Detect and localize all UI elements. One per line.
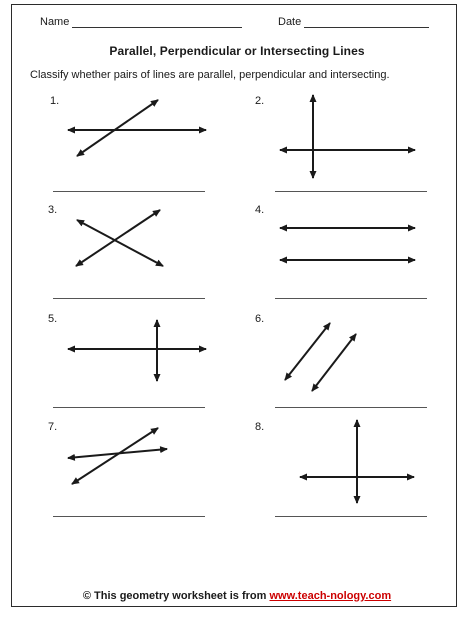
problem-number-3: 3. (48, 204, 58, 216)
footer-text: © This geometry worksheet is from (82, 590, 267, 602)
problem-number-1: 1. (50, 95, 60, 107)
date-label: Date (278, 16, 302, 28)
problem-number-2: 2. (255, 95, 265, 107)
footer-credit (0, 590, 474, 602)
problem-number-6: 6. (255, 313, 265, 325)
figure-3-intersecting-lines (76, 210, 163, 266)
figure-1-intersecting-lines (68, 100, 206, 156)
worksheet-title: Parallel, Perpendicular or Intersecting Lines (109, 44, 365, 58)
instructions: Classify whether pairs of lines are parallel, perpendicular and intersecting. (30, 69, 390, 81)
problem-number-7: 7. (48, 421, 58, 433)
figure-4-parallel-lines (280, 228, 415, 260)
figure-2-perpendicular-lines (280, 95, 415, 178)
problem-number-5: 5. (48, 313, 58, 325)
figure-5-perpendicular-lines (68, 320, 206, 381)
figure-8-perpendicular-lines (300, 420, 414, 503)
figure-6-parallel-lines (285, 323, 356, 391)
footer-link[interactable]: www.teach-nology.com (269, 590, 392, 602)
name-label: Name (40, 16, 70, 28)
problem-number-8: 8. (255, 421, 265, 433)
problem-number-4: 4. (255, 204, 265, 216)
figure-7-intersecting-lines (68, 428, 167, 484)
